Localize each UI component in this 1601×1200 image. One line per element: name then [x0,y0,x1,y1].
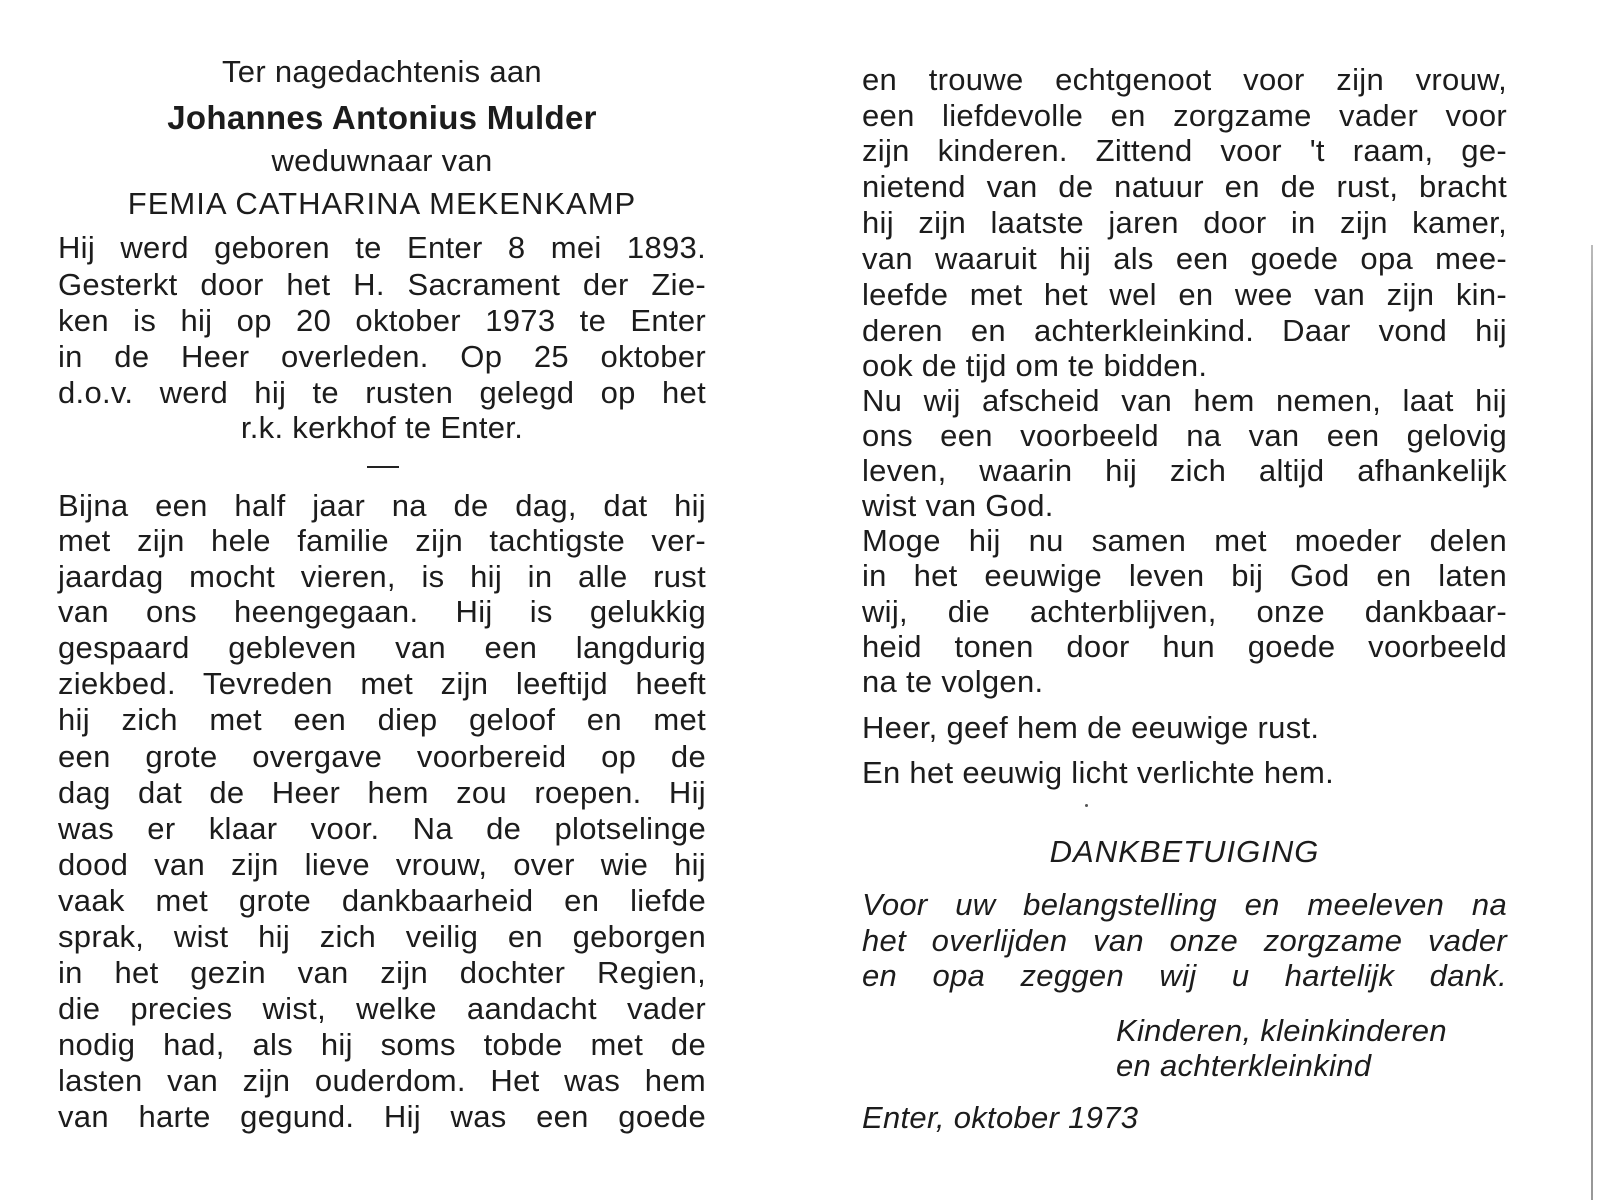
body-line: ook de tijd om te bidden. [862,348,1208,383]
body-line: hij zich met een diep geloof en met [58,702,706,737]
bio-line: in de Heer overleden. Op 25 oktober [58,339,706,374]
body-line: deren en achterkleinkind. Daar vond hij [862,313,1507,348]
body-line: een grote overgave voorbereid op de [58,739,706,774]
body-line: van waaruit hij als een goede opa mee- [862,241,1507,276]
body-line: was er klaar voor. Na de plotselinge [58,811,706,846]
body-line: gespaard gebleven van een langdurig [58,630,706,665]
section-divider [367,466,399,468]
spouse-name: FEMIA CATHARINA MEKENKAMP [127,186,637,221]
memorial-intro: Ter nagedachtenis aan [222,54,542,89]
thanks-line: het overlijden van onze zorgzame vader [862,923,1507,958]
body-line: leefde met het wel en wee van zijn kin- [862,277,1507,312]
card-edge-line [1591,245,1593,1200]
body-line: nodig had, als hij soms tobde met de [58,1027,706,1062]
body-line: in het gezin van zijn dochter Regien, [58,955,706,990]
body-line: zijn kinderen. Zittend voor 't raam, ge- [862,133,1507,168]
body-line: hij zijn laatste jaren door in zijn kamer, [862,205,1507,240]
body-line: jaardag mocht vieren, is hij in alle rust [58,559,706,594]
body-line: heid tonen door hun goede voorbeeld [862,629,1507,664]
body-line: ons een voorbeeld na van een gelovig [862,418,1507,453]
bio-line: Hij werd geboren te Enter 8 mei 1893. [58,230,706,265]
body-line: Bijna een half jaar na de dag, dat hij [58,488,706,523]
print-speck [1085,804,1088,807]
deceased-name: Johannes Antonius Mulder [167,99,597,136]
prayer-line: Heer, geef hem de eeuwige rust. [862,710,1320,745]
bio-line: ken is hij op 20 oktober 1973 te Enter [58,303,706,338]
body-line: en trouwe echtgenoot voor zijn vrouw, [862,62,1507,97]
body-line: Moge hij nu samen met moeder delen [862,523,1507,558]
body-line: een liefdevolle en zorgzame vader voor [862,98,1507,133]
body-line: vaak met grote dankbaarheid en liefde [58,883,706,918]
body-line: Nu wij afscheid van hem nemen, laat hij [862,383,1507,418]
body-line: ziekbed. Tevreden met zijn leeftijd heeft [58,666,706,701]
prayer-line: En het eeuwig licht verlichte hem. [862,755,1334,790]
body-line: dood van zijn lieve vrouw, over wie hij [58,847,706,882]
body-line: die precies wist, welke aandacht vader [58,991,706,1026]
thanks-title: DANKBETUIGING [1049,834,1320,869]
body-line: wij, die achterblijven, onze dankbaar- [862,594,1507,629]
body-line: met zijn hele familie zijn tachtigste ver- [58,523,706,558]
body-line: van ons heengegaan. Hij is gelukkig [58,594,706,629]
body-line: lasten van zijn ouderdom. Het was hem [58,1063,706,1098]
relation-text: weduwnaar van [271,143,493,178]
bio-line: Gesterkt door het H. Sacrament der Zie- [58,267,706,302]
signature-line: en achterkleinkind [1116,1048,1372,1083]
bio-line: r.k. kerkhof te Enter. [240,410,524,445]
body-line: in het eeuwige leven bij God en laten [862,558,1507,593]
body-line: van harte gegund. Hij was een goede [58,1099,706,1134]
body-line: nietend van de natuur en de rust, bracht [862,169,1507,204]
body-line: sprak, wist hij zich veilig en geborgen [58,919,706,954]
thanks-line: Voor uw belangstelling en meeleven na [862,887,1507,922]
body-line: dag dat de Heer hem zou roepen. Hij [58,775,706,810]
signature-line: Kinderen, kleinkinderen [1116,1013,1447,1048]
body-line: wist van God. [862,488,1054,523]
thanks-line: en opa zeggen wij u hartelijk dank. [862,958,1507,993]
body-line: leven, waarin hij zich altijd afhankelijk [862,453,1507,488]
place-date: Enter, oktober 1973 [862,1100,1139,1135]
body-line: na te volgen. [862,664,1044,699]
bio-line: d.o.v. werd hij te rusten gelegd op het [58,375,706,410]
